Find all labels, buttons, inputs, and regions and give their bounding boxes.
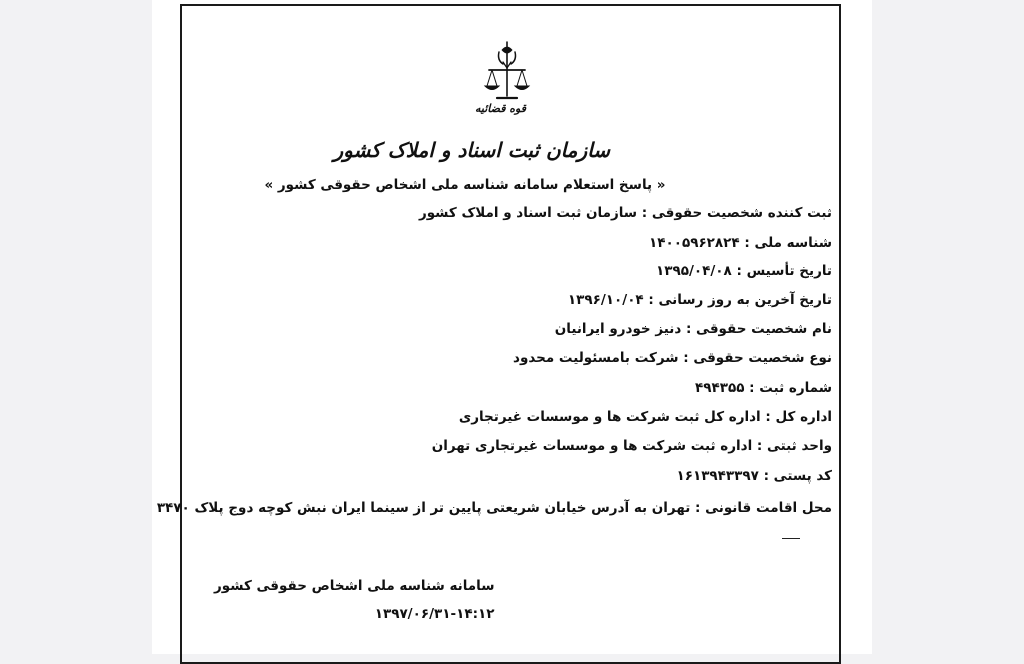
field-entity-type: نوع شخصیت حقوقی : شرکت بامسئولیت محدود: [513, 350, 832, 366]
field-general-office: اداره کل : اداره کل ثبت شرکت ها و موسسات غیرتجاری: [458, 409, 832, 425]
organization-name: سازمان ثبت اسناد و املاک کشور: [333, 138, 610, 162]
field-postal-code: کد پستی : ۱۶۱۳۹۴۳۳۹۷: [676, 468, 832, 484]
footer-system-name: سامانه شناسه ملی اشخاص حقوقی کشور: [214, 578, 495, 594]
field-legal-address: محل اقامت قانونی : تهران به آدرس خیابان شریعتی پایین تر از سینما ایران نبش کوچه دوج پلاک ۳۴۷۰: [156, 500, 832, 516]
field-registration-number: شماره ثبت : ۴۹۴۳۵۵: [695, 380, 832, 396]
field-entity-name: نام شخصیت حقوقی : دنیز خودرو ایرانیان: [554, 321, 832, 337]
field-national-id: شناسه ملی : ۱۴۰۰۵۹۶۲۸۲۴: [649, 235, 832, 251]
document-title: « پاسخ استعلام سامانه شناسه ملی اشخاص حقوقی کشور »: [264, 177, 666, 193]
judiciary-label: قوه قضائیه: [475, 102, 526, 115]
field-last-update: تاریخ آخرین به روز رسانی : ۱۳۹۶/۱۰/۰۴: [567, 292, 832, 308]
footer-timestamp: ۱۳۹۷/۰۶/۳۱-۱۴:۱۲: [374, 606, 495, 622]
field-registration-unit: واحد ثبتی : اداره ثبت شرکت ها و موسسات غیرتجاری تهران: [431, 438, 832, 454]
field-founding-date: تاریخ تأسیس : ۱۳۹۵/۰۴/۰۸: [656, 263, 832, 279]
footer-block: [214, 578, 494, 634]
field-registrar: ثبت کننده شخصیت حقوقی : سازمان ثبت اسناد و املاک کشور: [418, 205, 832, 221]
address-continuation-dash: [782, 538, 800, 539]
